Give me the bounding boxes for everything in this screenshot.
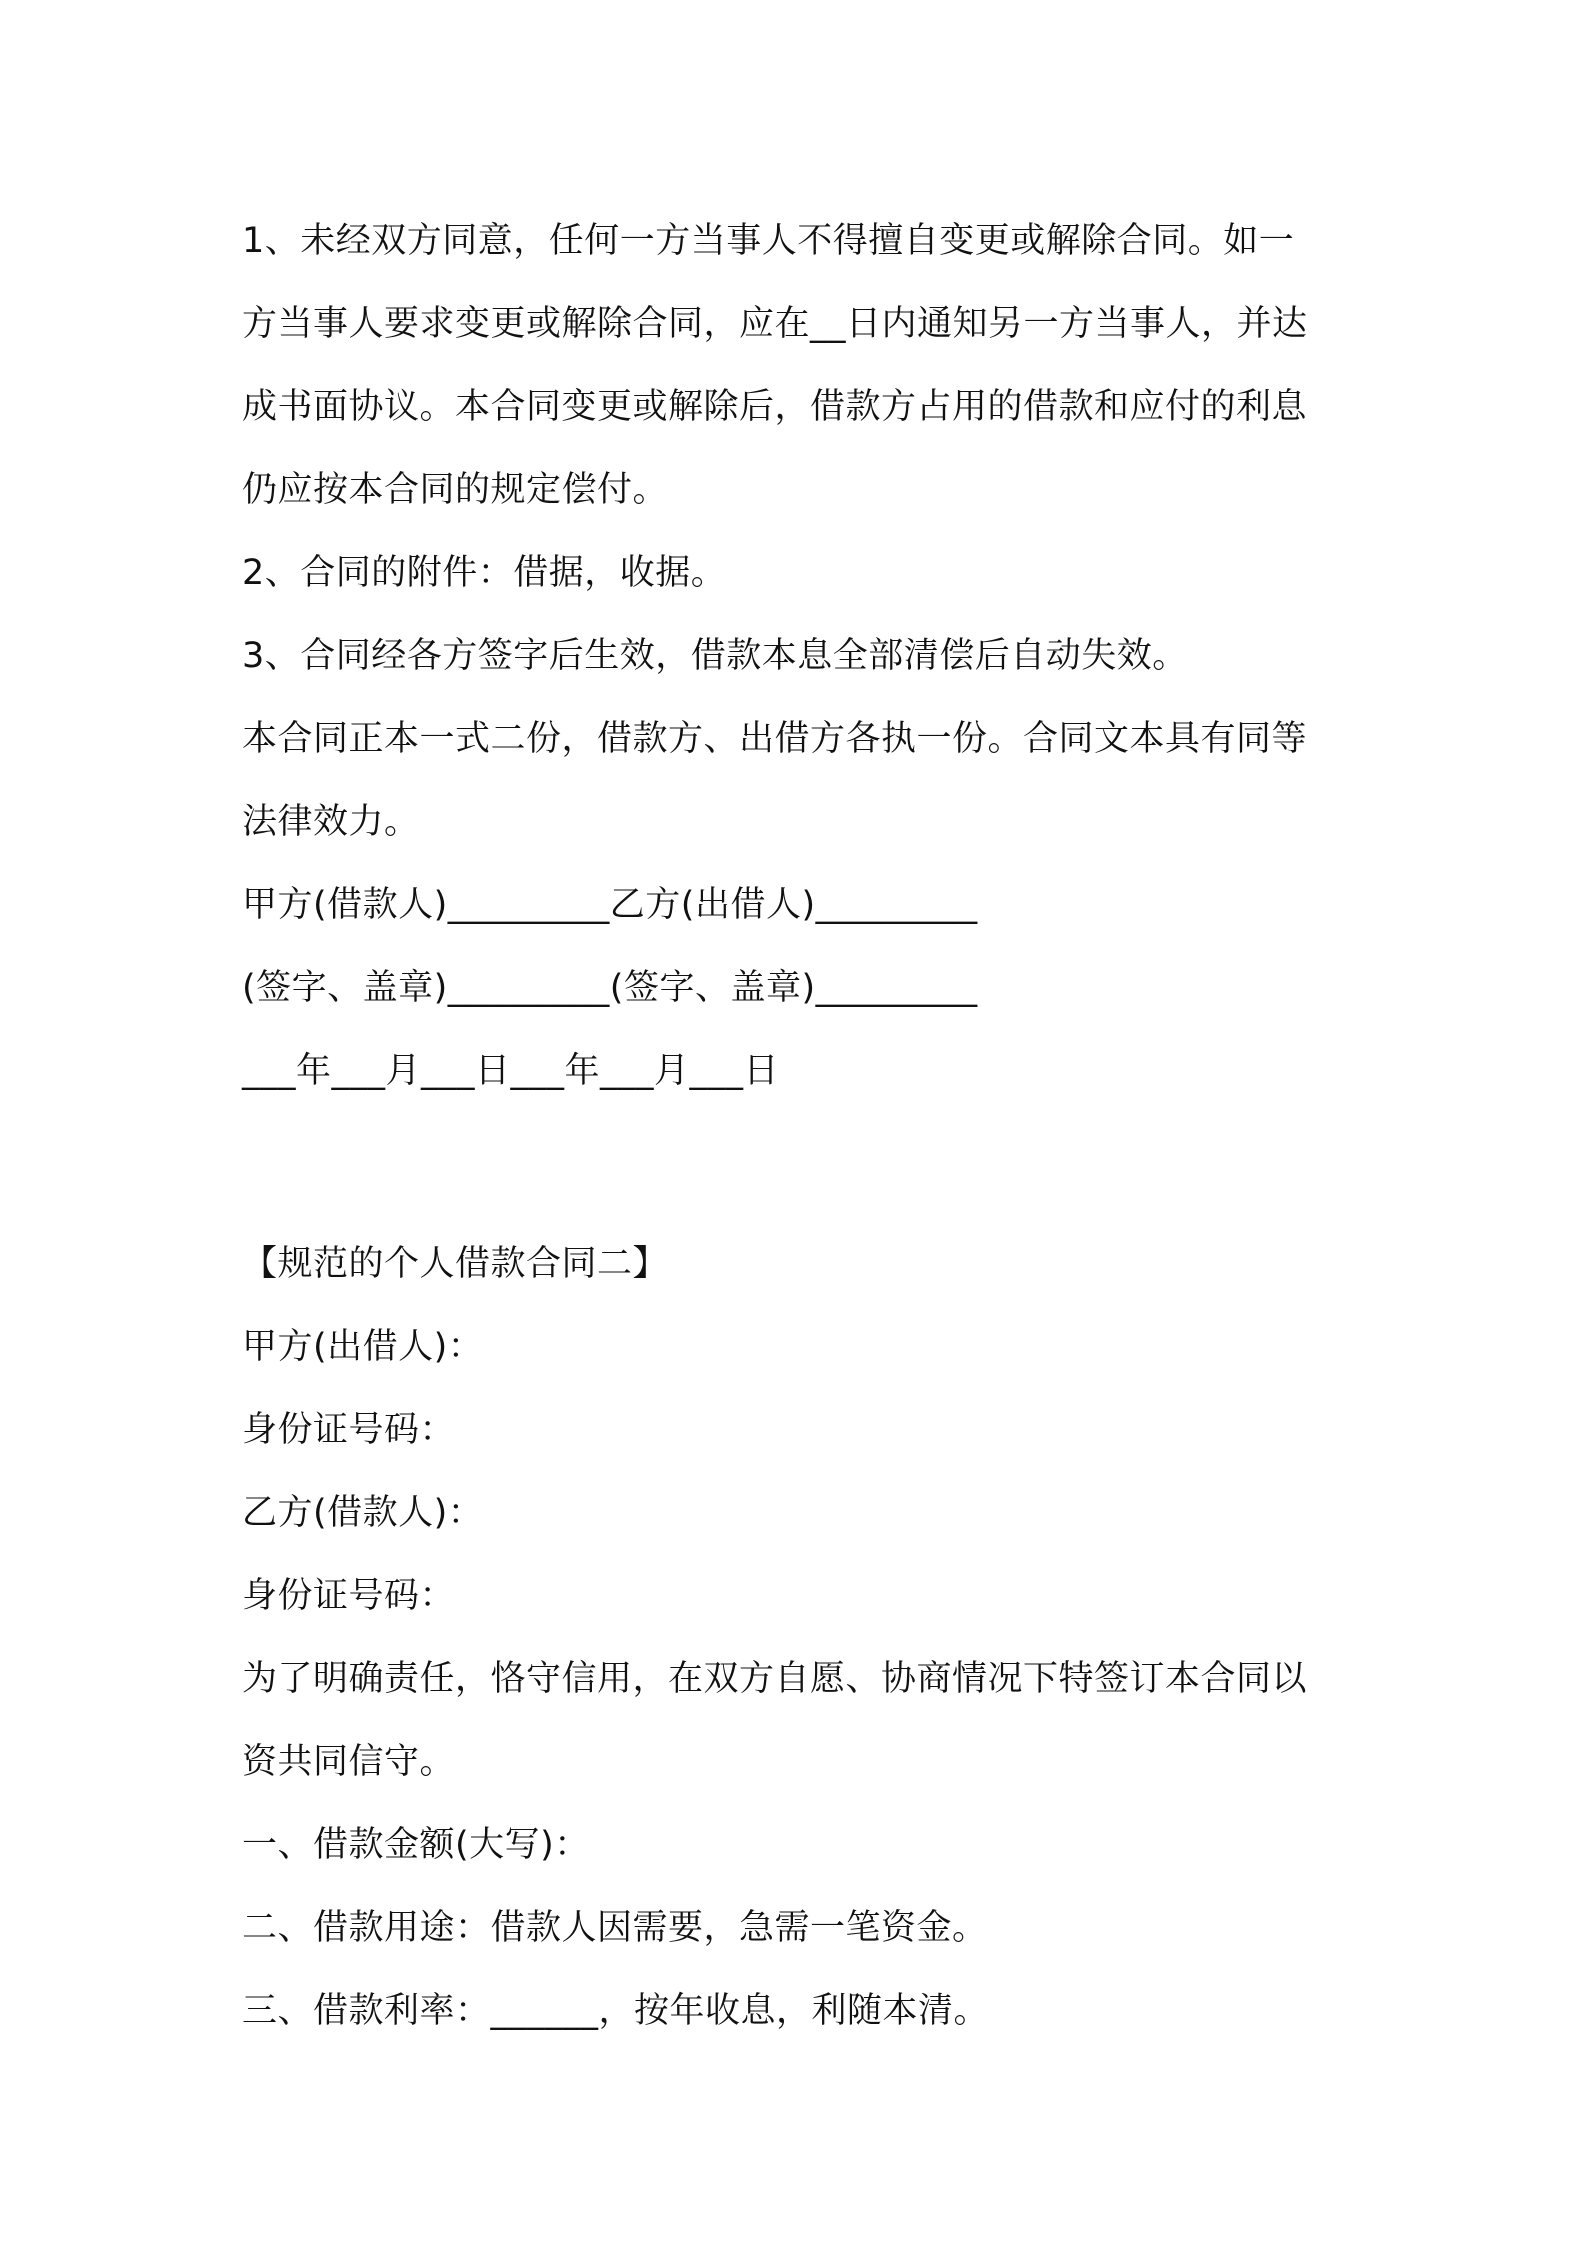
- clause-1-line-3: 成书面协议。本合同变更或解除后，借款方占用的借款和应付的利息: [242, 387, 1308, 427]
- clause-1-line-4: 仍应按本合同的规定偿付。: [242, 470, 669, 510]
- article-2-purpose: 二、借款用途：借款人因需要，急需一笔资金。: [242, 1908, 988, 1948]
- preamble-line-2: 资共同信守。: [242, 1742, 456, 1782]
- clause-3: 3、合同经各方签字后生效，借款本息全部清偿后自动失效。: [242, 636, 1188, 676]
- clause-2: 2、合同的附件：借据，收据。: [242, 553, 727, 593]
- party-a-id-number: 身份证号码：: [242, 1410, 456, 1450]
- section-gap: [242, 1113, 1362, 1223]
- copies-line-1: 本合同正本一式二份，借款方、出借方各执一份。合同文本具有同等: [242, 719, 1308, 759]
- clause-1-line-2: 方当事人要求变更或解除合同，应在__日内通知另一方当事人，并达: [242, 304, 1308, 344]
- party-a-lender: 甲方(出借人)：: [242, 1327, 484, 1367]
- article-1-amount: 一、借款金额(大写)：: [242, 1825, 590, 1865]
- signature-seal: (签字、盖章)_________(签字、盖章)_________: [242, 968, 978, 1008]
- section-2-title: 【规范的个人借款合同二】: [242, 1244, 669, 1284]
- signature-parties: 甲方(借款人)_________乙方(出借人)_________: [242, 885, 978, 925]
- party-b-borrower: 乙方(借款人)：: [242, 1493, 484, 1533]
- party-b-id-number: 身份证号码：: [242, 1576, 456, 1616]
- document-content: [242, 200, 1362, 2053]
- signature-date: ___年___月___日___年___月___日: [242, 1051, 780, 1091]
- copies-line-2: 法律效力。: [242, 802, 420, 842]
- preamble-line-1: 为了明确责任，恪守信用，在双方自愿、协商情况下特签订本合同以: [242, 1659, 1308, 1699]
- article-3-interest: 三、借款利率：______，按年收息，利随本清。: [242, 1991, 990, 2031]
- clause-1-line-1: 1、未经双方同意，任何一方当事人不得擅自变更或解除合同。如一: [242, 221, 1295, 261]
